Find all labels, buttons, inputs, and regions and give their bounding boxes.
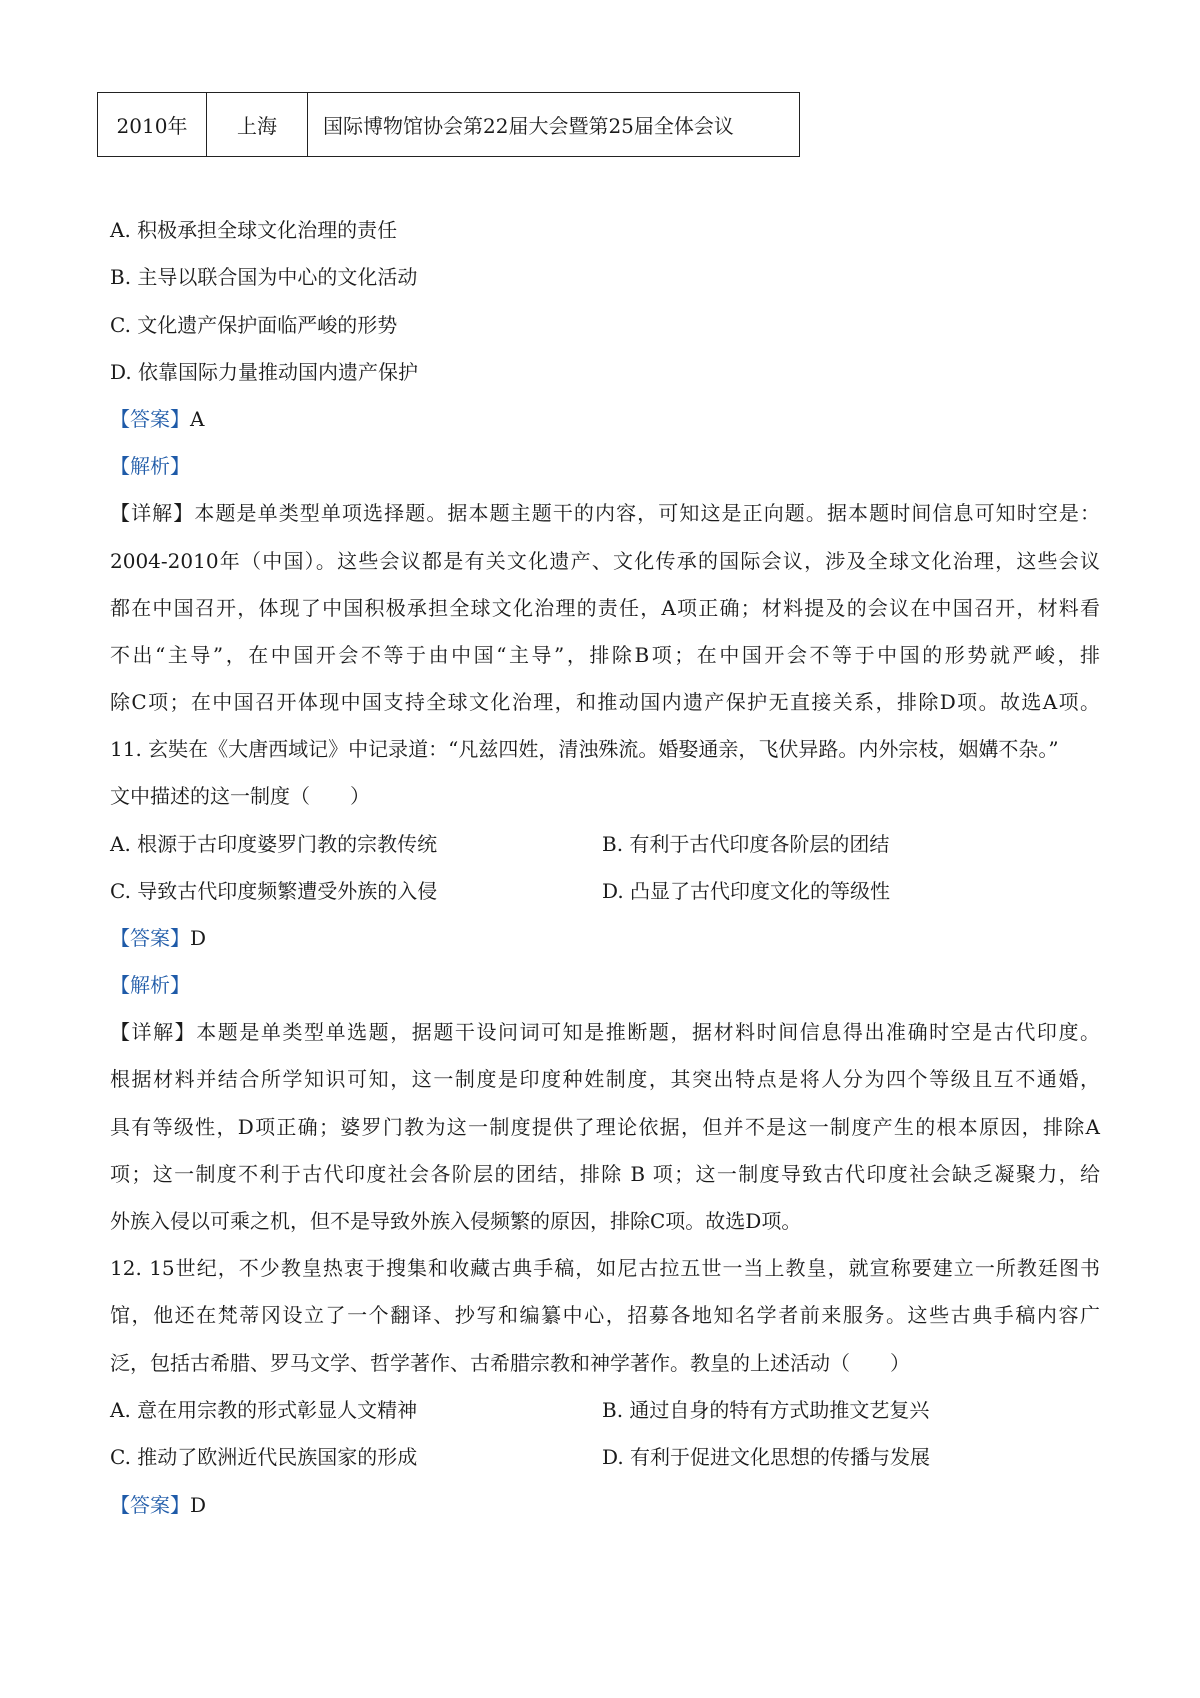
detail-tag: 【详解】 <box>110 1020 197 1044</box>
q12-option-c: C. 推动了欧洲近代民族国家的形成 <box>110 1445 418 1469</box>
q10-detail-line-1 <box>110 498 1100 528</box>
detail-text: 本题是单类型单选题，据题干设问词可知是推断题，据材料时间信息得出准确时空是古代印度。 <box>196 1020 1101 1044</box>
q10-answer <box>110 404 204 434</box>
table-cell-event: 国际博物馆协会第22届大会暨第25届全体会议 <box>308 93 800 157</box>
q10-option-d: D. 依靠国际力量推动国内遗产保护 <box>110 360 419 384</box>
q12-option-b: B. 通过自身的特有方式助推文艺复兴 <box>602 1398 930 1422</box>
q12-option-d: D. 有利于促进文化思想的传播与发展 <box>602 1445 931 1469</box>
q11-detail-line-3: 具有等级性，D项正确；婆罗门教为这一制度提供了理论依据，但并不是这一制度产生的根本原因，排除A <box>110 1115 1100 1139</box>
q12-stem-line-2: 馆，他还在梵蒂冈设立了一个翻译、抄写和编纂中心，招募各地知名学者前来服务。这些古典手稿内容广 <box>110 1303 1100 1327</box>
answer-tag: 【答案】 <box>110 407 190 431</box>
q11-option-b: B. 有利于古代印度各阶层的团结 <box>602 832 890 856</box>
table-cell-year: 2010年 <box>98 93 207 157</box>
q11-stem-line-2: 文中描述的这一制度（ ） <box>110 784 370 808</box>
answer-value: A <box>190 407 205 431</box>
q10-detail-line-2: 2004-2010年（中国）。这些会议都是有关文化遗产、文化传承的国际会议，涉及全球文化治理，这些会议 <box>110 549 1100 573</box>
q10-option-a: A. 积极承担全球文化治理的责任 <box>110 218 398 242</box>
q11-stem-line-1: 11. 玄奘在《大唐西域记》中记录道：“凡兹四姓，清浊殊流。婚娶通亲，飞伏异路。内外宗枝，姻媾不杂。” <box>110 737 1059 761</box>
q11-option-a: A. 根源于古印度婆罗门教的宗教传统 <box>110 832 438 856</box>
q11-analysis-tag <box>110 970 190 1000</box>
detail-text: 本题是单类型单项选择题。据本题主题干的内容，可知这是正向题。据本题时间信息可知时空是： <box>194 501 1101 525</box>
q10-detail-line-4: 不出“主导”，在中国开会不等于由中国“主导”，排除B项；在中国开会不等于中国的形势就严峻，排 <box>110 643 1100 667</box>
q10-analysis-tag <box>110 451 190 481</box>
q11-option-c: C. 导致古代印度频繁遭受外族的入侵 <box>110 879 438 903</box>
q11-answer <box>110 923 206 953</box>
q10-detail-line-3: 都在中国召开，体现了中国积极承担全球文化治理的责任，A项正确；材料提及的会议在中国召开，材料看 <box>110 596 1100 620</box>
q12-option-a: A. 意在用宗教的形式彰显人文精神 <box>110 1398 418 1422</box>
q11-option-d: D. 凸显了古代印度文化的等级性 <box>602 879 891 903</box>
q10-option-b: B. 主导以联合国为中心的文化活动 <box>110 265 418 289</box>
table-cell-city: 上海 <box>207 93 308 157</box>
q11-detail-line-4: 项；这一制度不利于古代印度社会各阶层的团结，排除 B 项；这一制度导致古代印度社会缺乏凝聚力，给 <box>110 1162 1100 1186</box>
q11-detail-line-5: 外族入侵以可乘之机，但不是导致外族入侵频繁的原因，排除C项。故选D项。 <box>110 1209 802 1233</box>
analysis-tag: 【解析】 <box>110 973 190 997</box>
analysis-tag: 【解析】 <box>110 454 190 478</box>
q12-stem-line-1: 12. 15世纪，不少教皇热衷于搜集和收藏古典手稿，如尼古拉五世一当上教皇，就宣称要建立一所教廷图书 <box>110 1256 1100 1280</box>
conference-table <box>97 92 800 157</box>
answer-value: D <box>190 926 207 950</box>
q10-detail-line-5: 除C项；在中国召开体现中国支持全球文化治理，和推动国内遗产保护无直接关系，排除D项。故选A项。 <box>110 690 1100 714</box>
detail-tag: 【详解】 <box>110 501 195 525</box>
q12-stem-line-3: 泛，包括古希腊、罗马文学、哲学著作、古希腊宗教和神学著作。教皇的上述活动（ ） <box>110 1351 910 1375</box>
answer-tag: 【答案】 <box>110 1493 190 1517</box>
q12-answer <box>110 1490 206 1520</box>
answer-tag: 【答案】 <box>110 926 190 950</box>
table-row <box>98 93 800 157</box>
q11-detail-line-2: 根据材料并结合所学知识可知，这一制度是印度种姓制度，其突出特点是将人分为四个等级且互不通婚， <box>110 1067 1100 1091</box>
answer-value: D <box>190 1493 207 1517</box>
q11-detail-line-1 <box>110 1017 1100 1047</box>
q10-option-c: C. 文化遗产保护面临严峻的形势 <box>110 313 398 337</box>
